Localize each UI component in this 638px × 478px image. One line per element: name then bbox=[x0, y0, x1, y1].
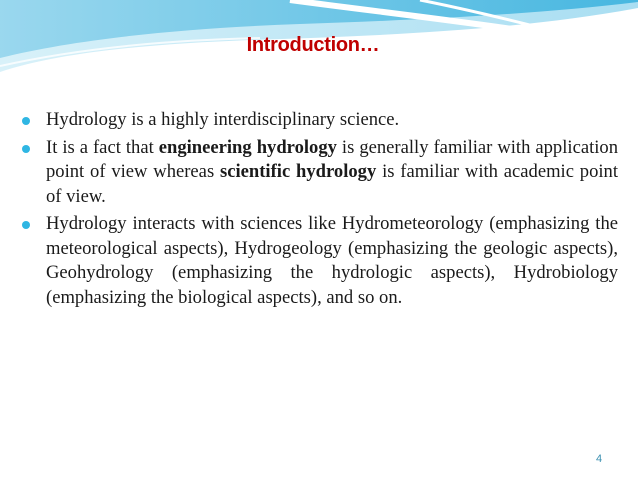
bullet-text: Hydrology interacts with sciences like Hydrometeorology (emphasizing the meteorological aspects), Hydrogeology (emphasizing the geologic aspects), Geohydrology (emphasizing the hydrologic aspects), Hydrobiology (emphasizing the biological aspects), and so on. bbox=[46, 213, 618, 308]
bullet-dot-icon bbox=[22, 221, 30, 229]
bold-term-scientific-hydrology: scientific hydrology bbox=[219, 161, 377, 182]
bullet-list bbox=[20, 108, 618, 313]
bullet-dot-icon bbox=[22, 117, 30, 125]
bullet-item-2 bbox=[20, 136, 618, 210]
bullet-item-3 bbox=[20, 212, 618, 310]
bullet-text-pre: It is a fact that bbox=[46, 136, 159, 158]
bullet-text-post: is familiar with academic point of view. bbox=[46, 161, 619, 207]
bullet-dot-icon bbox=[22, 145, 30, 153]
bullet-item-1 bbox=[20, 108, 618, 133]
slide-title: Introduction… bbox=[246, 34, 380, 56]
bold-term-engineering-hydrology: engineering hydrology bbox=[158, 136, 337, 158]
bullet-text: Hydrology is a highly interdisciplinary science. bbox=[46, 109, 400, 130]
bullet-text-mid: is generally familiar with application point of view whereas bbox=[46, 136, 618, 182]
page-number: 4 bbox=[596, 453, 603, 465]
